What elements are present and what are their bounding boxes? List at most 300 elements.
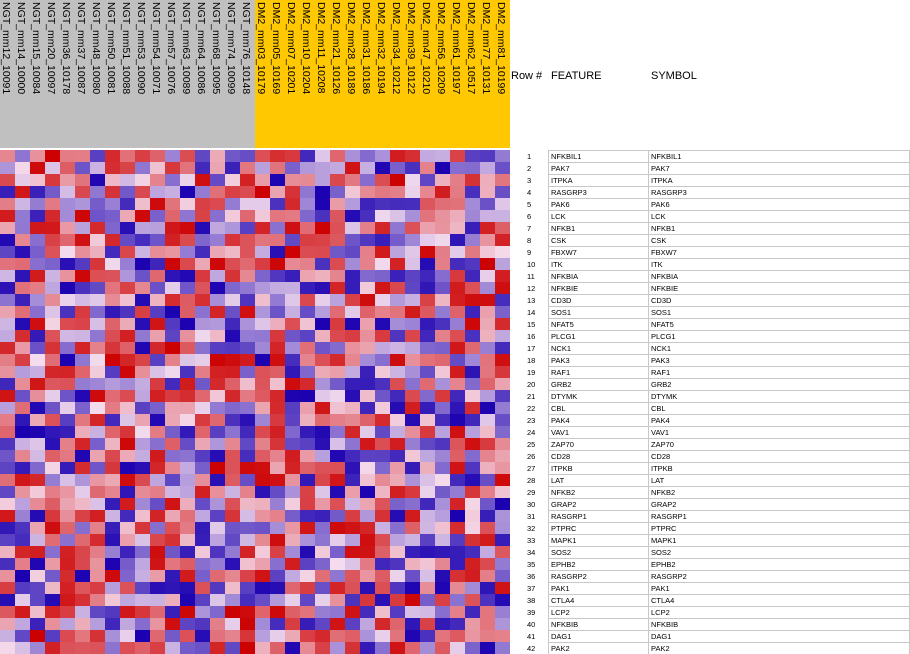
heatmap-cell	[435, 582, 450, 594]
heatmap-cell	[135, 354, 150, 366]
heatmap-cell	[60, 270, 75, 282]
heatmap-cell	[300, 246, 315, 258]
heatmap-cell	[135, 222, 150, 234]
heatmap-cell	[150, 618, 165, 630]
heatmap-cell	[345, 570, 360, 582]
heatmap-cell	[405, 630, 420, 642]
heatmap-cell	[165, 330, 180, 342]
heatmap-cell	[75, 234, 90, 246]
heatmap-cell	[75, 618, 90, 630]
heatmap-cell	[0, 546, 15, 558]
heatmap-cell	[165, 366, 180, 378]
heatmap-cell	[120, 606, 135, 618]
heatmap-cell	[420, 630, 435, 642]
heatmap-cell	[0, 642, 15, 654]
heatmap-cell	[135, 426, 150, 438]
heatmap-cell	[390, 426, 405, 438]
heatmap-cell	[105, 174, 120, 186]
heatmap-cell	[120, 150, 135, 162]
heatmap-cell	[240, 462, 255, 474]
row-symbol: CTLA4	[651, 596, 675, 605]
heatmap-cell	[360, 642, 375, 654]
heatmap-cell	[420, 450, 435, 462]
heatmap-cell	[435, 150, 450, 162]
heatmap-cell	[225, 330, 240, 342]
heatmap-cell	[90, 522, 105, 534]
heatmap-cell	[495, 558, 510, 570]
heatmap-cell	[225, 150, 240, 162]
heatmap-cell	[495, 210, 510, 222]
heatmap-cell	[60, 198, 75, 210]
heatmap-cell	[300, 630, 315, 642]
heatmap-cell	[375, 450, 390, 462]
heatmap-cell	[300, 234, 315, 246]
heatmap-cell	[360, 342, 375, 354]
heatmap-cell	[150, 162, 165, 174]
row-number: 27	[527, 464, 536, 473]
heatmap-cell	[300, 186, 315, 198]
heatmap-cell	[375, 330, 390, 342]
heatmap-cell	[120, 246, 135, 258]
heatmap-cell	[330, 642, 345, 654]
heatmap-cell	[150, 450, 165, 462]
row-number: 21	[527, 392, 536, 401]
heatmap-cell	[150, 462, 165, 474]
heatmap-cell	[120, 390, 135, 402]
heatmap-cell	[255, 306, 270, 318]
heatmap-cell	[45, 378, 60, 390]
heatmap-cell	[465, 642, 480, 654]
heatmap-cell	[360, 306, 375, 318]
row-feature: PLCG1	[551, 332, 576, 341]
heatmap-cell	[435, 522, 450, 534]
sample-label: NGT_mm37_10087	[75, 2, 87, 95]
heatmap-cell	[60, 282, 75, 294]
heatmap-cell	[105, 558, 120, 570]
heatmap-cell	[225, 594, 240, 606]
heatmap-cell	[480, 222, 495, 234]
heatmap-cell	[105, 594, 120, 606]
heatmap-cell	[285, 462, 300, 474]
heatmap-cell	[375, 378, 390, 390]
heatmap-cell	[420, 174, 435, 186]
heatmap-cell	[465, 150, 480, 162]
heatmap-cell	[0, 510, 15, 522]
heatmap-cell	[165, 246, 180, 258]
heatmap-cell	[180, 486, 195, 498]
heatmap-cell	[0, 618, 15, 630]
heatmap-cell	[255, 486, 270, 498]
heatmap-cell	[120, 474, 135, 486]
heatmap-cell	[345, 258, 360, 270]
heatmap-cell	[405, 498, 420, 510]
heatmap-cell	[240, 198, 255, 210]
heatmap-cell	[435, 498, 450, 510]
sample-label: DM2_mm10_10204	[300, 2, 312, 95]
heatmap-cell	[375, 642, 390, 654]
heatmap-cell	[180, 630, 195, 642]
heatmap-cell	[0, 498, 15, 510]
heatmap-cell	[270, 486, 285, 498]
sample-label: DM2_mm77_10131	[480, 2, 492, 95]
heatmap-cell	[180, 246, 195, 258]
heatmap-cell	[210, 522, 225, 534]
heatmap-cell	[375, 366, 390, 378]
heatmap-cell	[330, 258, 345, 270]
heatmap-cell	[15, 162, 30, 174]
heatmap-cell	[180, 522, 195, 534]
heatmap-cell	[480, 234, 495, 246]
heatmap-cell	[225, 510, 240, 522]
heatmap-cell	[105, 414, 120, 426]
heatmap-cell	[60, 534, 75, 546]
row-number: 26	[527, 452, 536, 461]
heatmap-cell	[180, 390, 195, 402]
heatmap-cell	[150, 294, 165, 306]
heatmap-cell	[390, 558, 405, 570]
heatmap-cell	[60, 222, 75, 234]
heatmap-cell	[135, 282, 150, 294]
heatmap-cell	[135, 162, 150, 174]
heatmap-cell	[390, 354, 405, 366]
heatmap-cell	[195, 474, 210, 486]
heatmap-cell	[360, 474, 375, 486]
heatmap-cell	[90, 414, 105, 426]
heatmap-cell	[225, 198, 240, 210]
heatmap-cell	[435, 390, 450, 402]
heatmap-cell	[165, 522, 180, 534]
heatmap-cell	[375, 414, 390, 426]
heatmap-cell	[465, 450, 480, 462]
heatmap-cell	[330, 150, 345, 162]
heatmap-cell	[105, 222, 120, 234]
heatmap-cell	[330, 162, 345, 174]
heatmap-cell	[450, 282, 465, 294]
row-feature: LCK	[551, 212, 566, 221]
heatmap-cell	[225, 606, 240, 618]
heatmap-cell	[225, 582, 240, 594]
heatmap-cell	[45, 174, 60, 186]
heatmap-cell	[390, 402, 405, 414]
heatmap-cell	[330, 282, 345, 294]
heatmap-cell	[450, 318, 465, 330]
heatmap-cell	[315, 438, 330, 450]
heatmap-cell	[450, 294, 465, 306]
row-number: 36	[527, 572, 536, 581]
row-feature: NFAT5	[551, 320, 574, 329]
heatmap-cell	[300, 414, 315, 426]
heatmap-cell	[315, 282, 330, 294]
heatmap-cell	[150, 594, 165, 606]
heatmap-cell	[0, 558, 15, 570]
heatmap-cell	[315, 186, 330, 198]
heatmap-cell	[30, 150, 45, 162]
heatmap-cell	[255, 510, 270, 522]
heatmap-cell	[165, 174, 180, 186]
heatmap-cell	[450, 390, 465, 402]
heatmap-cell	[375, 618, 390, 630]
heatmap-cell	[195, 510, 210, 522]
heatmap-cell	[90, 258, 105, 270]
heatmap-cell	[285, 606, 300, 618]
heatmap-cell	[300, 474, 315, 486]
heatmap-cell	[195, 438, 210, 450]
heatmap-cell	[450, 546, 465, 558]
heatmap-cell	[330, 390, 345, 402]
heatmap-cell	[390, 294, 405, 306]
sample-label: DM2_mm03_10179	[255, 2, 267, 95]
heatmap-cell	[195, 270, 210, 282]
heatmap-cell	[75, 366, 90, 378]
heatmap-cell	[15, 198, 30, 210]
heatmap-cell	[60, 546, 75, 558]
heatmap-cell	[420, 210, 435, 222]
heatmap-cell	[495, 234, 510, 246]
heatmap-cell	[225, 534, 240, 546]
row-feature: NFKB1	[551, 224, 576, 233]
sample-label: NGT_mm20_10097	[45, 2, 57, 95]
heatmap-cell	[420, 342, 435, 354]
heatmap-cell	[480, 198, 495, 210]
sample-label: NGT_mm68_10095	[210, 2, 222, 95]
heatmap-cell	[375, 222, 390, 234]
heatmap-cell	[480, 294, 495, 306]
row-symbol: PAK6	[651, 200, 670, 209]
heatmap-cell	[270, 222, 285, 234]
heatmap-cell	[105, 582, 120, 594]
heatmap-cell	[210, 450, 225, 462]
heatmap-cell	[495, 186, 510, 198]
heatmap-cell	[30, 582, 45, 594]
row-feature: LAT	[551, 476, 565, 485]
heatmap-cell	[195, 390, 210, 402]
heatmap-cell	[165, 618, 180, 630]
heatmap-cell	[345, 510, 360, 522]
heatmap-cell	[105, 462, 120, 474]
heatmap-cell	[45, 366, 60, 378]
heatmap-cell	[45, 522, 60, 534]
heatmap-cell	[150, 246, 165, 258]
heatmap-cell	[90, 366, 105, 378]
row-symbol: GRAP2	[651, 500, 677, 509]
heatmap-cell	[315, 234, 330, 246]
heatmap-cell	[150, 570, 165, 582]
heatmap-cell	[180, 270, 195, 282]
heatmap-cell	[270, 534, 285, 546]
heatmap-cell	[30, 378, 45, 390]
heatmap-cell	[225, 222, 240, 234]
heatmap-cell	[315, 342, 330, 354]
heatmap-cell	[330, 402, 345, 414]
heatmap-cell	[225, 546, 240, 558]
heatmap-cell	[150, 390, 165, 402]
heatmap-cell	[75, 642, 90, 654]
row-number: 7	[527, 224, 532, 233]
heatmap-cell	[210, 294, 225, 306]
heatmap-cell	[480, 618, 495, 630]
heatmap-cell	[30, 570, 45, 582]
heatmap-cell	[225, 438, 240, 450]
heatmap-cell	[435, 186, 450, 198]
heatmap-cell	[270, 150, 285, 162]
heatmap-cell	[285, 630, 300, 642]
heatmap-cell	[225, 390, 240, 402]
heatmap-cell	[390, 198, 405, 210]
heatmap-cell	[300, 486, 315, 498]
heatmap-cell	[30, 510, 45, 522]
heatmap-cell	[90, 174, 105, 186]
heatmap-cell	[270, 210, 285, 222]
row-number: 17	[527, 344, 536, 353]
heatmap-cell	[435, 318, 450, 330]
heatmap-cell	[30, 606, 45, 618]
heatmap-cell	[120, 486, 135, 498]
heatmap-cell	[435, 258, 450, 270]
sample-label: DM2_mm11_10208	[315, 2, 327, 94]
heatmap-cell	[495, 246, 510, 258]
heatmap-cell	[285, 198, 300, 210]
row-feature: NFKBIB	[551, 620, 579, 629]
heatmap-cell	[255, 402, 270, 414]
heatmap-cell	[180, 642, 195, 654]
heatmap-cell	[420, 510, 435, 522]
sample-label: DM2_mm05_10169	[270, 2, 282, 95]
heatmap-cell	[495, 486, 510, 498]
heatmap-cell	[450, 270, 465, 282]
heatmap-cell	[300, 606, 315, 618]
heatmap-cell	[345, 234, 360, 246]
heatmap-cell	[255, 198, 270, 210]
heatmap-cell	[0, 534, 15, 546]
row-symbol: PAK3	[651, 356, 670, 365]
heatmap-cell	[30, 462, 45, 474]
heatmap-cell	[300, 306, 315, 318]
heatmap-cell	[495, 546, 510, 558]
heatmap-cell	[495, 258, 510, 270]
heatmap-cell	[165, 294, 180, 306]
heatmap-cell	[270, 282, 285, 294]
heatmap-cell	[330, 234, 345, 246]
sample-label: DM2_mm32_10194	[375, 2, 387, 95]
heatmap-cell	[435, 222, 450, 234]
heatmap-cell	[210, 642, 225, 654]
sample-label: NGT_mm51_10088	[120, 2, 132, 95]
heatmap-cell	[30, 618, 45, 630]
heatmap-cell	[45, 258, 60, 270]
heatmap-cell	[465, 510, 480, 522]
heatmap-cell	[150, 426, 165, 438]
heatmap-cell	[450, 462, 465, 474]
heatmap-cell	[360, 546, 375, 558]
heatmap-cell	[45, 198, 60, 210]
heatmap-cell	[255, 210, 270, 222]
heatmap-cell	[480, 174, 495, 186]
heatmap-cell	[330, 366, 345, 378]
heatmap-cell	[375, 570, 390, 582]
heatmap-cell	[240, 174, 255, 186]
heatmap-cell	[360, 498, 375, 510]
heatmap-cell	[375, 210, 390, 222]
heatmap-cell	[360, 210, 375, 222]
heatmap-cell	[0, 270, 15, 282]
heatmap-cell	[495, 630, 510, 642]
heatmap-cell	[345, 582, 360, 594]
heatmap-cell	[300, 510, 315, 522]
heatmap-cell	[240, 162, 255, 174]
heatmap-cell	[450, 246, 465, 258]
heatmap-cell	[255, 222, 270, 234]
heatmap-cell	[120, 618, 135, 630]
heatmap-cell	[345, 498, 360, 510]
heatmap-cell	[360, 462, 375, 474]
heatmap-cell	[90, 390, 105, 402]
row-number: 23	[527, 416, 536, 425]
row-number: 18	[527, 356, 536, 365]
heatmap-cell	[405, 366, 420, 378]
heatmap-cell	[420, 306, 435, 318]
heatmap-cell	[390, 282, 405, 294]
heatmap-cell	[330, 606, 345, 618]
heatmap-cell	[45, 606, 60, 618]
heatmap-cell	[375, 246, 390, 258]
heatmap-cell	[135, 390, 150, 402]
heatmap-cell	[315, 378, 330, 390]
heatmap-cell	[105, 150, 120, 162]
heatmap-cell	[435, 306, 450, 318]
heatmap-cell	[90, 330, 105, 342]
heatmap-cell	[225, 270, 240, 282]
row-symbol: SOS1	[651, 308, 672, 317]
heatmap-cell	[330, 618, 345, 630]
heatmap-cell	[360, 522, 375, 534]
heatmap-cell	[135, 318, 150, 330]
heatmap-cell	[465, 234, 480, 246]
heatmap-cell	[420, 414, 435, 426]
heatmap-cell	[90, 306, 105, 318]
heatmap-cell	[285, 546, 300, 558]
heatmap-cell	[165, 402, 180, 414]
heatmap-cell	[300, 462, 315, 474]
heatmap-cell	[300, 222, 315, 234]
row-symbol: RASGRP3	[651, 188, 687, 197]
heatmap-cell	[270, 162, 285, 174]
heatmap-cell	[75, 486, 90, 498]
heatmap-cell	[285, 498, 300, 510]
row-symbol: NFKB1	[651, 224, 676, 233]
heatmap-cell	[30, 534, 45, 546]
heatmap-cell	[480, 342, 495, 354]
heatmap-cell	[465, 162, 480, 174]
heatmap-cell	[270, 390, 285, 402]
heatmap-cell	[465, 246, 480, 258]
heatmap-cell	[240, 378, 255, 390]
heatmap-cell	[315, 486, 330, 498]
heatmap-cell	[150, 402, 165, 414]
heatmap-cell	[270, 174, 285, 186]
heatmap-cell	[240, 342, 255, 354]
heatmap-cell	[225, 402, 240, 414]
heatmap-cell	[195, 558, 210, 570]
heatmap-cell	[405, 150, 420, 162]
heatmap-cell	[435, 234, 450, 246]
heatmap-cell	[45, 306, 60, 318]
heatmap-cell	[405, 462, 420, 474]
heatmap-cell	[180, 366, 195, 378]
heatmap-cell	[270, 318, 285, 330]
row-number: 42	[527, 644, 536, 653]
heatmap-cell	[405, 582, 420, 594]
heatmap-cell	[240, 594, 255, 606]
